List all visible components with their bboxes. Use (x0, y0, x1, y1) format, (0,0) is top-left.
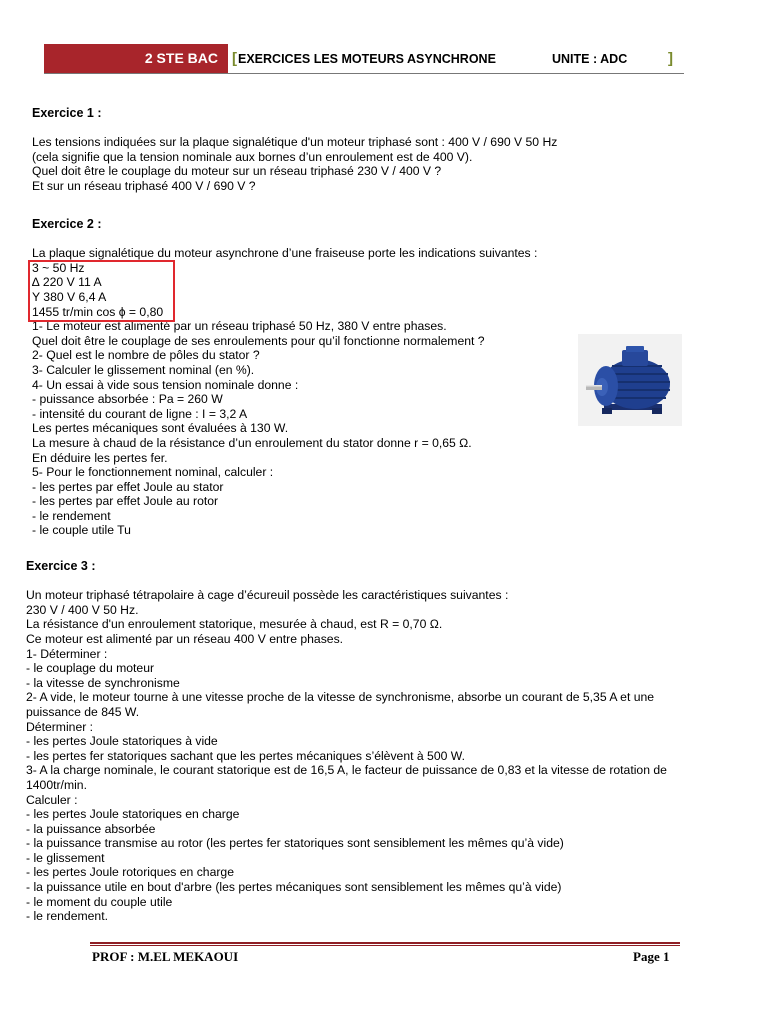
exercise-3-line: La résistance d'un enroulement statorique, mesurée à chaud, est R = 0,70 Ω. (26, 617, 443, 632)
document-title: EXERCICES LES MOTEURS ASYNCHRONE (238, 52, 496, 66)
exercise-2-line: La mesure à chaud de la résistance d’un enroulement du stator donne r = 0,65 Ω. (32, 435, 472, 450)
exercise-3-line: Un moteur triphasé tétrapolaire à cage d’écureuil possède les caractéristiques suivantes : (26, 588, 509, 603)
exercise-2-line: 1- Le moteur est alimenté par un réseau triphasé 50 Hz, 380 V entre phases. (32, 319, 447, 334)
exercise-2-line: Les pertes mécaniques sont évaluées à 130 W. (32, 421, 289, 436)
exercise-3 (26, 559, 667, 924)
exercise-3-line: - le couplage du moteur (26, 661, 155, 676)
exercise-3-line: - la vitesse de synchronisme (26, 675, 180, 690)
open-bracket: [ (232, 50, 237, 67)
exercise-3-line: - les pertes Joule statoriques en charge (26, 807, 240, 822)
exercise-1 (32, 106, 557, 194)
exercise-1-heading: Exercice 1 : (32, 106, 102, 120)
exercise-3-line: - la puissance transmise au rotor (les pertes fer statoriques sont sensiblement les mêmes qu’à vide) (26, 836, 564, 851)
exercise-2-line: - intensité du courant de ligne : I = 3,2 A (32, 406, 248, 421)
exercise-3-line: - la puissance absorbée (26, 821, 156, 836)
exercise-2-line: - le rendement (32, 508, 111, 523)
page-header (44, 44, 684, 74)
close-bracket: ] (668, 50, 673, 67)
exercise-3-line: - la puissance utile en bout d'arbre (les pertes mécaniques sont sensiblement les mêmes qu’à vide) (26, 880, 562, 895)
exercise-3-line: Déterminer : (26, 719, 94, 734)
exercise-1-line: Quel doit être le couplage du moteur sur un réseau triphasé 230 V / 400 V ? (32, 164, 442, 179)
nameplate-line: 3 ~ 50 Hz (32, 260, 85, 275)
exercise-3-line: - le moment du couple utile (26, 894, 173, 909)
nameplate-line: ∆ 220 V 11 A (32, 275, 102, 290)
exercise-3-line: Ce moteur est alimenté par un réseau 400 V entre phases. (26, 631, 344, 646)
footer-divider-thin (90, 945, 680, 946)
footer-author: PROF : M.EL MEKAOUI (92, 949, 239, 964)
exercise-3-line: 230 V / 400 V 50 Hz. (26, 602, 139, 617)
exercise-1-line: (cela signifie que la tension nominale aux bornes d’un enroulement est de 400 V). (32, 149, 473, 164)
exercise-2-heading: Exercice 2 : (32, 217, 102, 231)
exercise-3-line: 1400tr/min. (26, 777, 87, 792)
exercise-2-line: Quel doit être le couplage de ses enroulements pour qu’il fonctionne normalement ? (32, 333, 485, 348)
exercise-2-line: - le couple utile Tu (32, 523, 131, 538)
exercise-3-line: - le rendement. (26, 909, 108, 924)
exercise-3-line: Calculer : (26, 792, 78, 807)
exercise-3-heading: Exercice 3 : (26, 559, 96, 573)
exercise-3-line: - les pertes Joule statoriques à vide (26, 734, 218, 749)
exercise-3-line: - les pertes Joule rotoriques en charge (26, 865, 234, 880)
page-number: Page 1 (633, 949, 670, 964)
nameplate-line: Y 380 V 6,4 A (32, 289, 107, 304)
footer-divider (90, 942, 680, 944)
header-divider (44, 73, 684, 74)
exercise-3-line: puissance de 845 W. (26, 704, 140, 719)
exercise-2-line: 5- Pour le fonctionnement nominal, calculer : (32, 465, 274, 480)
exercise-3-line: - les pertes fer statoriques sachant que les pertes mécaniques s’élèvent à 500 W. (26, 748, 465, 763)
nameplate-line: 1455 tr/min cos ϕ = 0,80 (32, 304, 164, 319)
exercise-2-line: - les pertes par effet Joule au rotor (32, 494, 219, 509)
exercise-3-line: 2- A vide, le moteur tourne à une vitesse proche de la vitesse de synchronisme, absorbe un courant de 5,35 A et une (26, 690, 655, 705)
exercise-1-line: Les tensions indiquées sur la plaque signalétique d'un moteur triphasé sont : 400 V / 690 V 50 Hz (32, 135, 558, 150)
class-label: 2 STE BAC (44, 44, 228, 73)
exercise-2-line: 4- Un essai à vide sous tension nominale donne : (32, 377, 299, 392)
exercise-2-line: - puissance absorbée : Pa = 260 W (32, 392, 223, 407)
exercise-2-line: 2- Quel est le nombre de pôles du stator ? (32, 348, 260, 363)
exercise-3-line: 1- Déterminer : (26, 646, 108, 661)
nameplate-highlight-box (28, 260, 175, 322)
exercise-2-line: - les pertes par effet Joule au stator (32, 479, 224, 494)
electric-motor-image (578, 334, 682, 426)
exercise-2-line: 3- Calculer le glissement nominal (en %). (32, 362, 255, 377)
exercise-3-line: 3- A la charge nominale, le courant statorique est de 16,5 A, le facteur de puissance de 0,83 et la vitesse de rotation de (26, 763, 667, 778)
exercise-2-intro: La plaque signalétique du moteur asynchrone d’une fraiseuse porte les indications suivantes : (32, 246, 538, 261)
exercise-2-line: En déduire les pertes fer. (32, 450, 168, 465)
exercise-1-line: Et sur un réseau triphasé 400 V / 690 V ? (32, 178, 256, 193)
exercise-3-line: - le glissement (26, 850, 105, 865)
unit-label: UNITE : ADC (552, 52, 628, 66)
